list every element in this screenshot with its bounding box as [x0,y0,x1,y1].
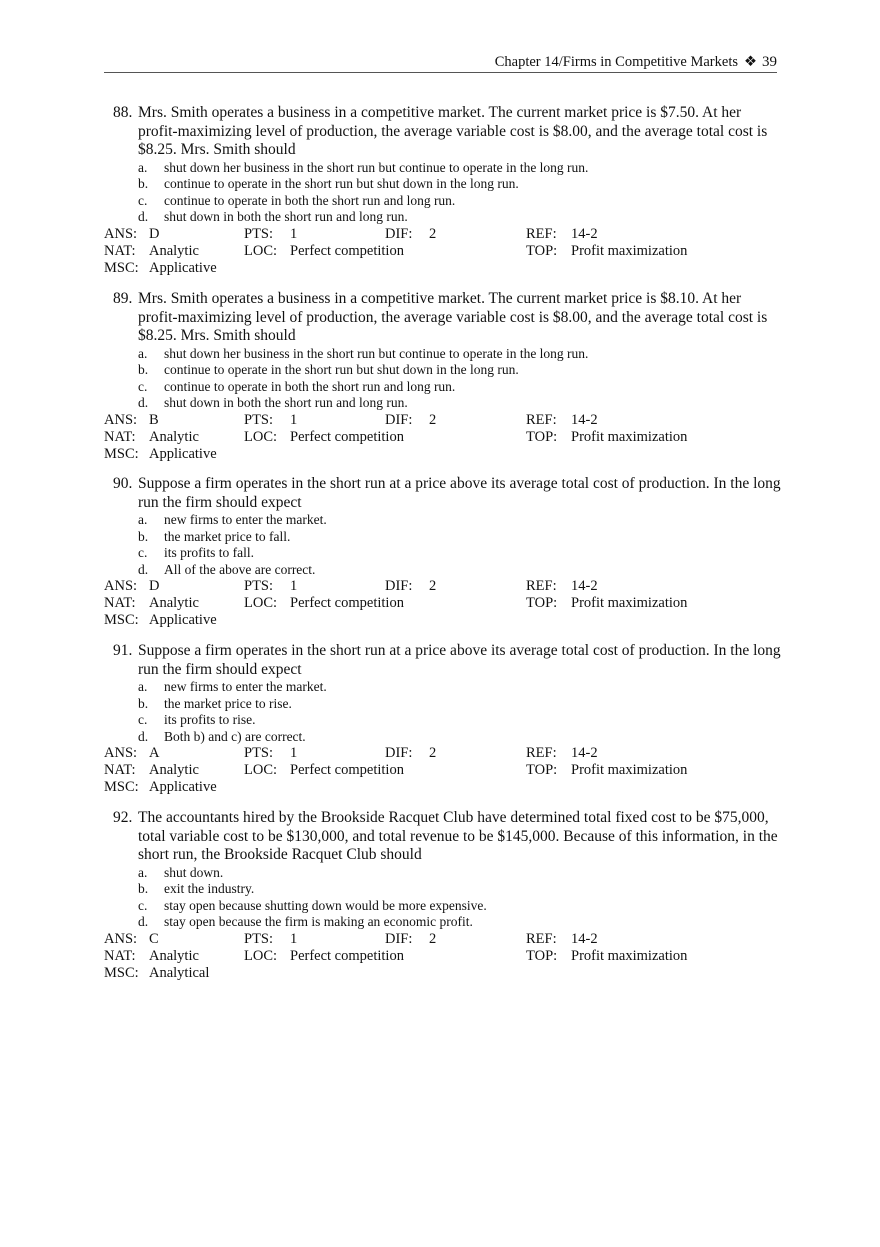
option-a: a. shut down her business in the short run but continue to operate in the long run. [138,159,589,175]
meta-row-1: ANS: D PTS: 1 DIF: 2 REF: 14-2 [104,225,598,242]
option-d: d. shut down in both the short run and long run. [138,209,408,224]
question-90 [104,475,784,629]
option-d: d. Both b) and c) are correct. [138,728,306,744]
answer-metadata [104,745,784,796]
question-number: 91. [113,642,133,659]
option-d: d. All of the above are correct. [138,561,316,577]
meta-row-1: ANS: D PTS: 1 DIF: 2 REF: 14-2 [104,578,598,594]
page-header [104,52,777,73]
meta-row-3: MSC: Applicative [104,779,217,795]
question-text: Mrs. Smith operates a business in a competitive market. The current market price is $7.50. At her profit-maximizing level of production, the average variable cost is $8.00, and the average total cost is $8.25. Mrs. Smith should [138,104,768,158]
question-stem [104,642,784,679]
question-stem [104,290,784,346]
question-number: 88. [113,104,133,121]
answer-metadata [104,578,784,629]
option-a: a. shut down. [138,864,224,880]
meta-row-2: NAT: Analytic LOC: Perfect competition TOP: Profit maximization [104,428,688,445]
meta-row-2: NAT: Analytic LOC: Perfect competition TOP: Profit maximization [104,947,688,964]
question-number: 89. [113,290,133,307]
option-c: c. its profits to fall. [138,545,254,560]
chapter-title: Chapter 14/Firms in Competitive Markets [494,54,738,70]
answer-key: D [149,578,160,594]
question-number: 90. [113,475,133,492]
question-stem [104,104,784,160]
answer-options [104,865,784,931]
question-92 [104,809,784,982]
question-text: Suppose a firm operates in the short run at a price above its average total cost of production. In the long run the firm should expect [138,642,781,678]
answer-options [104,160,784,226]
question-text: Suppose a firm operates in the short run at a price above its average total cost of production. In the long run the firm should expect [138,475,781,511]
meta-row-3: MSC: Analytical [104,964,210,981]
answer-options [104,512,784,578]
answer-options [104,346,784,412]
option-c: c. stay open because shutting down would be more expensive. [138,897,487,913]
page-number: 39 [762,54,777,70]
answer-key: D [149,225,160,242]
question-88 [104,104,784,277]
option-c: c. continue to operate in both the short run and long run. [138,378,456,394]
meta-row-1: ANS: B PTS: 1 DIF: 2 REF: 14-2 [104,411,598,428]
option-b: b. the market price to fall. [138,528,291,544]
meta-row-3: MSC: Applicative [104,612,217,628]
meta-row-1: ANS: A PTS: 1 DIF: 2 REF: 14-2 [104,745,598,761]
answer-key: A [149,745,160,761]
option-a: a. new firms to enter the market. [138,679,327,694]
answer-key: B [149,411,159,428]
question-91 [104,642,784,796]
meta-row-3: MSC: Applicative [104,259,217,276]
question-stem [104,475,784,512]
option-a: a. new firms to enter the market. [138,512,327,527]
question-text: Mrs. Smith operates a business in a competitive market. The current market price is $8.10. At her profit-maximizing level of production, the average variable cost is $8.00, and the average total cost is $8.25. Mrs. Smith should [138,290,768,344]
answer-key: C [149,930,159,947]
meta-row-2: NAT: Analytic LOC: Perfect competition TOP: Profit maximization [104,242,688,259]
question-89 [104,290,784,463]
meta-row-3: MSC: Applicative [104,445,217,462]
question-text: The accountants hired by the Brookside Racquet Club have determined total fixed cost to be $75,000, total variable cost to be $130,000, and total revenue to be $145,000. Because of this information, in the short run, the Brookside Racquet Club should [138,809,778,863]
option-a: a. shut down her business in the short run but continue to operate in the long run. [138,345,589,361]
question-number: 92. [113,809,133,826]
answer-metadata [104,412,784,463]
question-stem [104,809,784,865]
option-b: b. the market price to rise. [138,695,292,711]
meta-row-1: ANS: C PTS: 1 DIF: 2 REF: 14-2 [104,930,598,947]
option-b: b. continue to operate in the short run but shut down in the long run. [138,176,519,191]
answer-options [104,679,784,745]
answer-metadata [104,226,784,277]
option-b: b. exit the industry. [138,881,255,896]
diamond-ornament-icon: ❖ [744,54,757,70]
option-c: c. its profits to rise. [138,712,256,727]
meta-row-2: NAT: Analytic LOC: Perfect competition TOP: Profit maximization [104,595,688,611]
option-c: c. continue to operate in both the short run and long run. [138,192,456,208]
option-d: d. shut down in both the short run and long run. [138,395,408,410]
option-b: b. continue to operate in the short run but shut down in the long run. [138,362,519,377]
option-d: d. stay open because the firm is making an economic profit. [138,914,473,929]
answer-metadata [104,931,784,982]
meta-row-2: NAT: Analytic LOC: Perfect competition TOP: Profit maximization [104,762,688,778]
